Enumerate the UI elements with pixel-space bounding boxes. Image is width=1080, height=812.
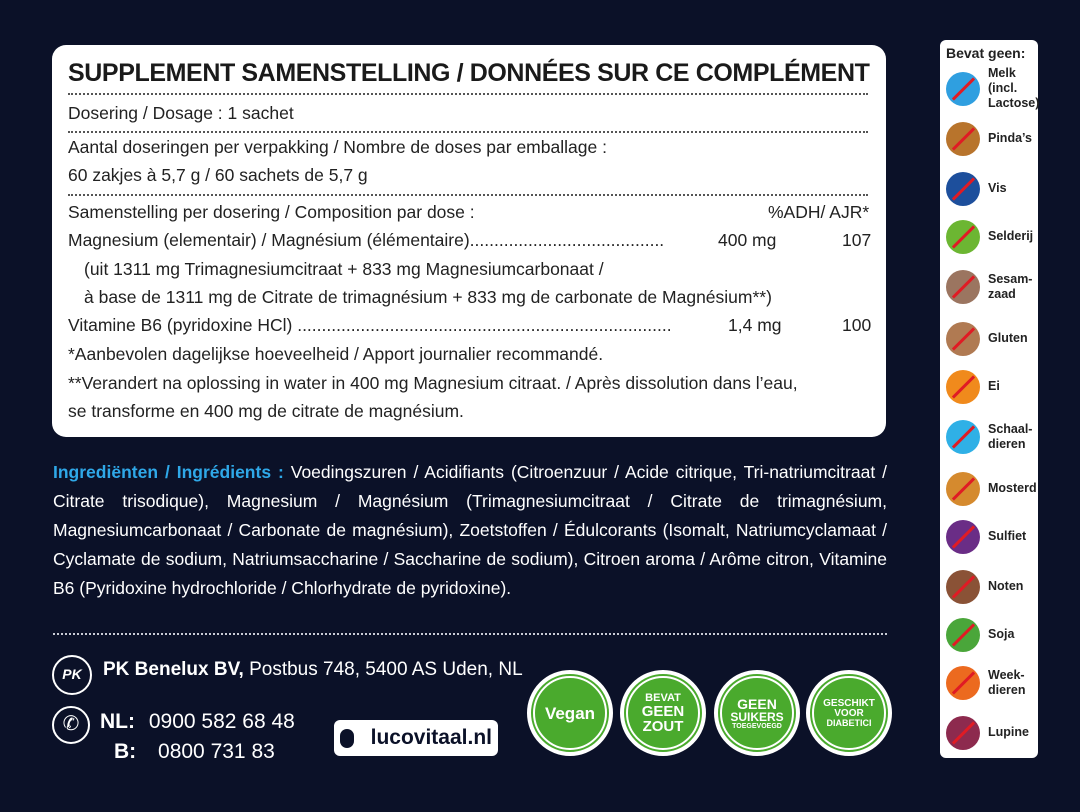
footnote-2: **Verandert na oplossing in water in 400 mg Magnesium citraat. / Après dissolution dans l’eau, [68, 373, 798, 393]
allergen-label: Lupine [988, 725, 1029, 739]
nut-icon [946, 570, 980, 604]
website-link[interactable] [334, 720, 498, 756]
mustard-icon [946, 472, 980, 506]
allergen-label: Gluten [988, 331, 1028, 345]
allergen-label: Schaal- dieren [988, 422, 1033, 451]
footnote-3: se transforme en 400 mg de citrate de magnésium. [68, 401, 464, 421]
phone-b-number: 0800 731 83 [158, 740, 275, 763]
allergen-item [946, 566, 1038, 610]
soy-icon [946, 618, 980, 652]
magnesium-pct: 107 [842, 230, 872, 250]
doses-line-2: 60 zakjes à 5,7 g / 60 sachets de 5,7 g [68, 165, 368, 185]
allergen-item [946, 68, 1038, 112]
badge-text: GEEN [737, 695, 777, 712]
dosage-line: Dosering / Dosage : 1 sachet [68, 103, 294, 123]
allergen-item [946, 468, 1038, 512]
divider [53, 633, 887, 635]
allergen-label: Selderij [988, 229, 1034, 243]
phone-nl-label: NL: [100, 710, 135, 733]
sulphite-icon [946, 520, 980, 554]
badge-text: GEEN [641, 702, 685, 720]
badge-text: GESCHIKT [823, 697, 875, 709]
footnote-1: *Aanbevolen dagelijkse hoeveelheid / Apport journalier recommandé. [68, 344, 604, 364]
lupin-icon [946, 716, 980, 750]
divider [68, 131, 868, 133]
adh-header: %ADH/ AJR* [768, 202, 870, 222]
allergen-item [946, 266, 1038, 310]
b6-amount: 1,4 mg [728, 315, 782, 335]
composition-panel [52, 45, 886, 437]
egg-icon [946, 370, 980, 404]
allergen-item [946, 614, 1038, 658]
doses-line-1: Aantal doseringen per verpakking / Nombre de doses par emballage : [68, 137, 607, 157]
phone-b-label: B: [114, 740, 137, 763]
allergen-label: Ei [988, 379, 1000, 393]
pk-logo: PK [52, 655, 92, 695]
allergen-label: Pinda’s [988, 131, 1032, 145]
mollusc-icon [946, 666, 980, 700]
website-text: lucovitaal.nl [370, 726, 492, 749]
allergen-label: Soja [988, 627, 1015, 641]
panel-title: SUPPLEMENT SAMENSTELLING / DONNÉES SUR CE COMPLÉMENT [68, 59, 870, 87]
allergen-label: Week- dieren [988, 668, 1026, 697]
phone-icon: ✆ [52, 706, 90, 744]
ingredients-label: Ingrediënten / Ingrédients : [53, 462, 284, 482]
allergen-header: Bevat geen: [946, 45, 1026, 61]
milk-icon [946, 72, 980, 106]
phone-b [114, 740, 275, 764]
badge-text: Vegan [544, 703, 596, 723]
sesame-icon [946, 270, 980, 304]
no-added-sugar-badge [714, 670, 800, 756]
company-name: PK Benelux BV, [103, 659, 244, 680]
allergen-label: Vis [988, 181, 1007, 195]
magnesium-note-1: (uit 1311 mg Trimagnesiumcitraat + 833 mg Magnesiumcarbonaat / [84, 259, 604, 279]
crustacean-icon [946, 420, 980, 454]
wheat-icon [946, 322, 980, 356]
allergen-item [946, 662, 1038, 706]
diabetic-badge [806, 670, 892, 756]
allergen-item [946, 366, 1038, 410]
badge-text: TOEGEVOEGD [732, 722, 782, 730]
allergen-label: Mosterd [988, 481, 1037, 495]
fish-icon [946, 172, 980, 206]
allergen-item [946, 516, 1038, 560]
badge-text: VOOR [834, 707, 864, 719]
allergen-sidebar [940, 40, 1038, 758]
ingredients-body: Voedingszuren / Acidifiants (Citroenzuur / Acide citrique, Tri-natriumcitraat / Citrate trisodique), Magnesium / Magnésium (Trimagnesiumcitraat / Citrate de trimagnésium, Magnesiumcarbonaat / Carbonate de magnésium), Zoetstoffen / Édulcorants (Isomalt, Natriumcyclamaat / Cyclamate de sodium, Natriumsaccharine / Saccharine de sodium), Citroen aroma / Arôme citron, Vitamine B6 (Pyridoxine hydrochloride / Chlorhydrate de pyridoxine). [53, 462, 887, 598]
allergen-label: Sesam- zaad [988, 272, 1033, 301]
allergen-item [946, 416, 1038, 460]
badge-text: ZOUT [642, 717, 684, 735]
allergen-item [946, 168, 1038, 212]
allergen-item [946, 216, 1038, 260]
badge-text: DIABETICI [826, 717, 872, 728]
celery-icon [946, 220, 980, 254]
magnesium-amount: 400 mg [718, 230, 777, 250]
no-salt-badge [620, 670, 706, 756]
allergen-label: Noten [988, 579, 1024, 593]
ingredients-text [53, 458, 887, 603]
allergen-label: Sulfiet [988, 529, 1027, 543]
badge-text: SUIKERS [730, 709, 784, 724]
company-postal: Postbus 748, 5400 AS Uden, NL [243, 659, 523, 680]
divider [68, 93, 868, 95]
company-address [103, 659, 523, 681]
allergen-item [946, 318, 1038, 362]
mouse-icon [340, 729, 354, 748]
allergen-item [946, 118, 1038, 162]
vegan-badge [527, 670, 613, 756]
divider [68, 194, 868, 196]
magnesium-label: Magnesium (elementair) / Magnésium (élémentaire)........................................ [68, 230, 665, 250]
b6-label: Vitamine B6 (pyridoxine HCl) ............................................................................. [68, 315, 672, 335]
allergen-item [946, 712, 1038, 756]
b6-pct: 100 [842, 315, 872, 335]
badge-text: BEVAT [645, 691, 681, 704]
phone-nl [100, 710, 295, 734]
phone-nl-number: 0900 582 68 48 [148, 710, 295, 733]
composition-header: Samenstelling per dosering / Composition par dose : [68, 202, 475, 222]
magnesium-note-2: à base de 1311 mg de Citrate de trimagnésium + 833 mg de carbonate de Magnésium**) [84, 287, 772, 307]
peanut-icon [946, 122, 980, 156]
allergen-label: Melk (incl. Lactose) [988, 66, 1040, 110]
